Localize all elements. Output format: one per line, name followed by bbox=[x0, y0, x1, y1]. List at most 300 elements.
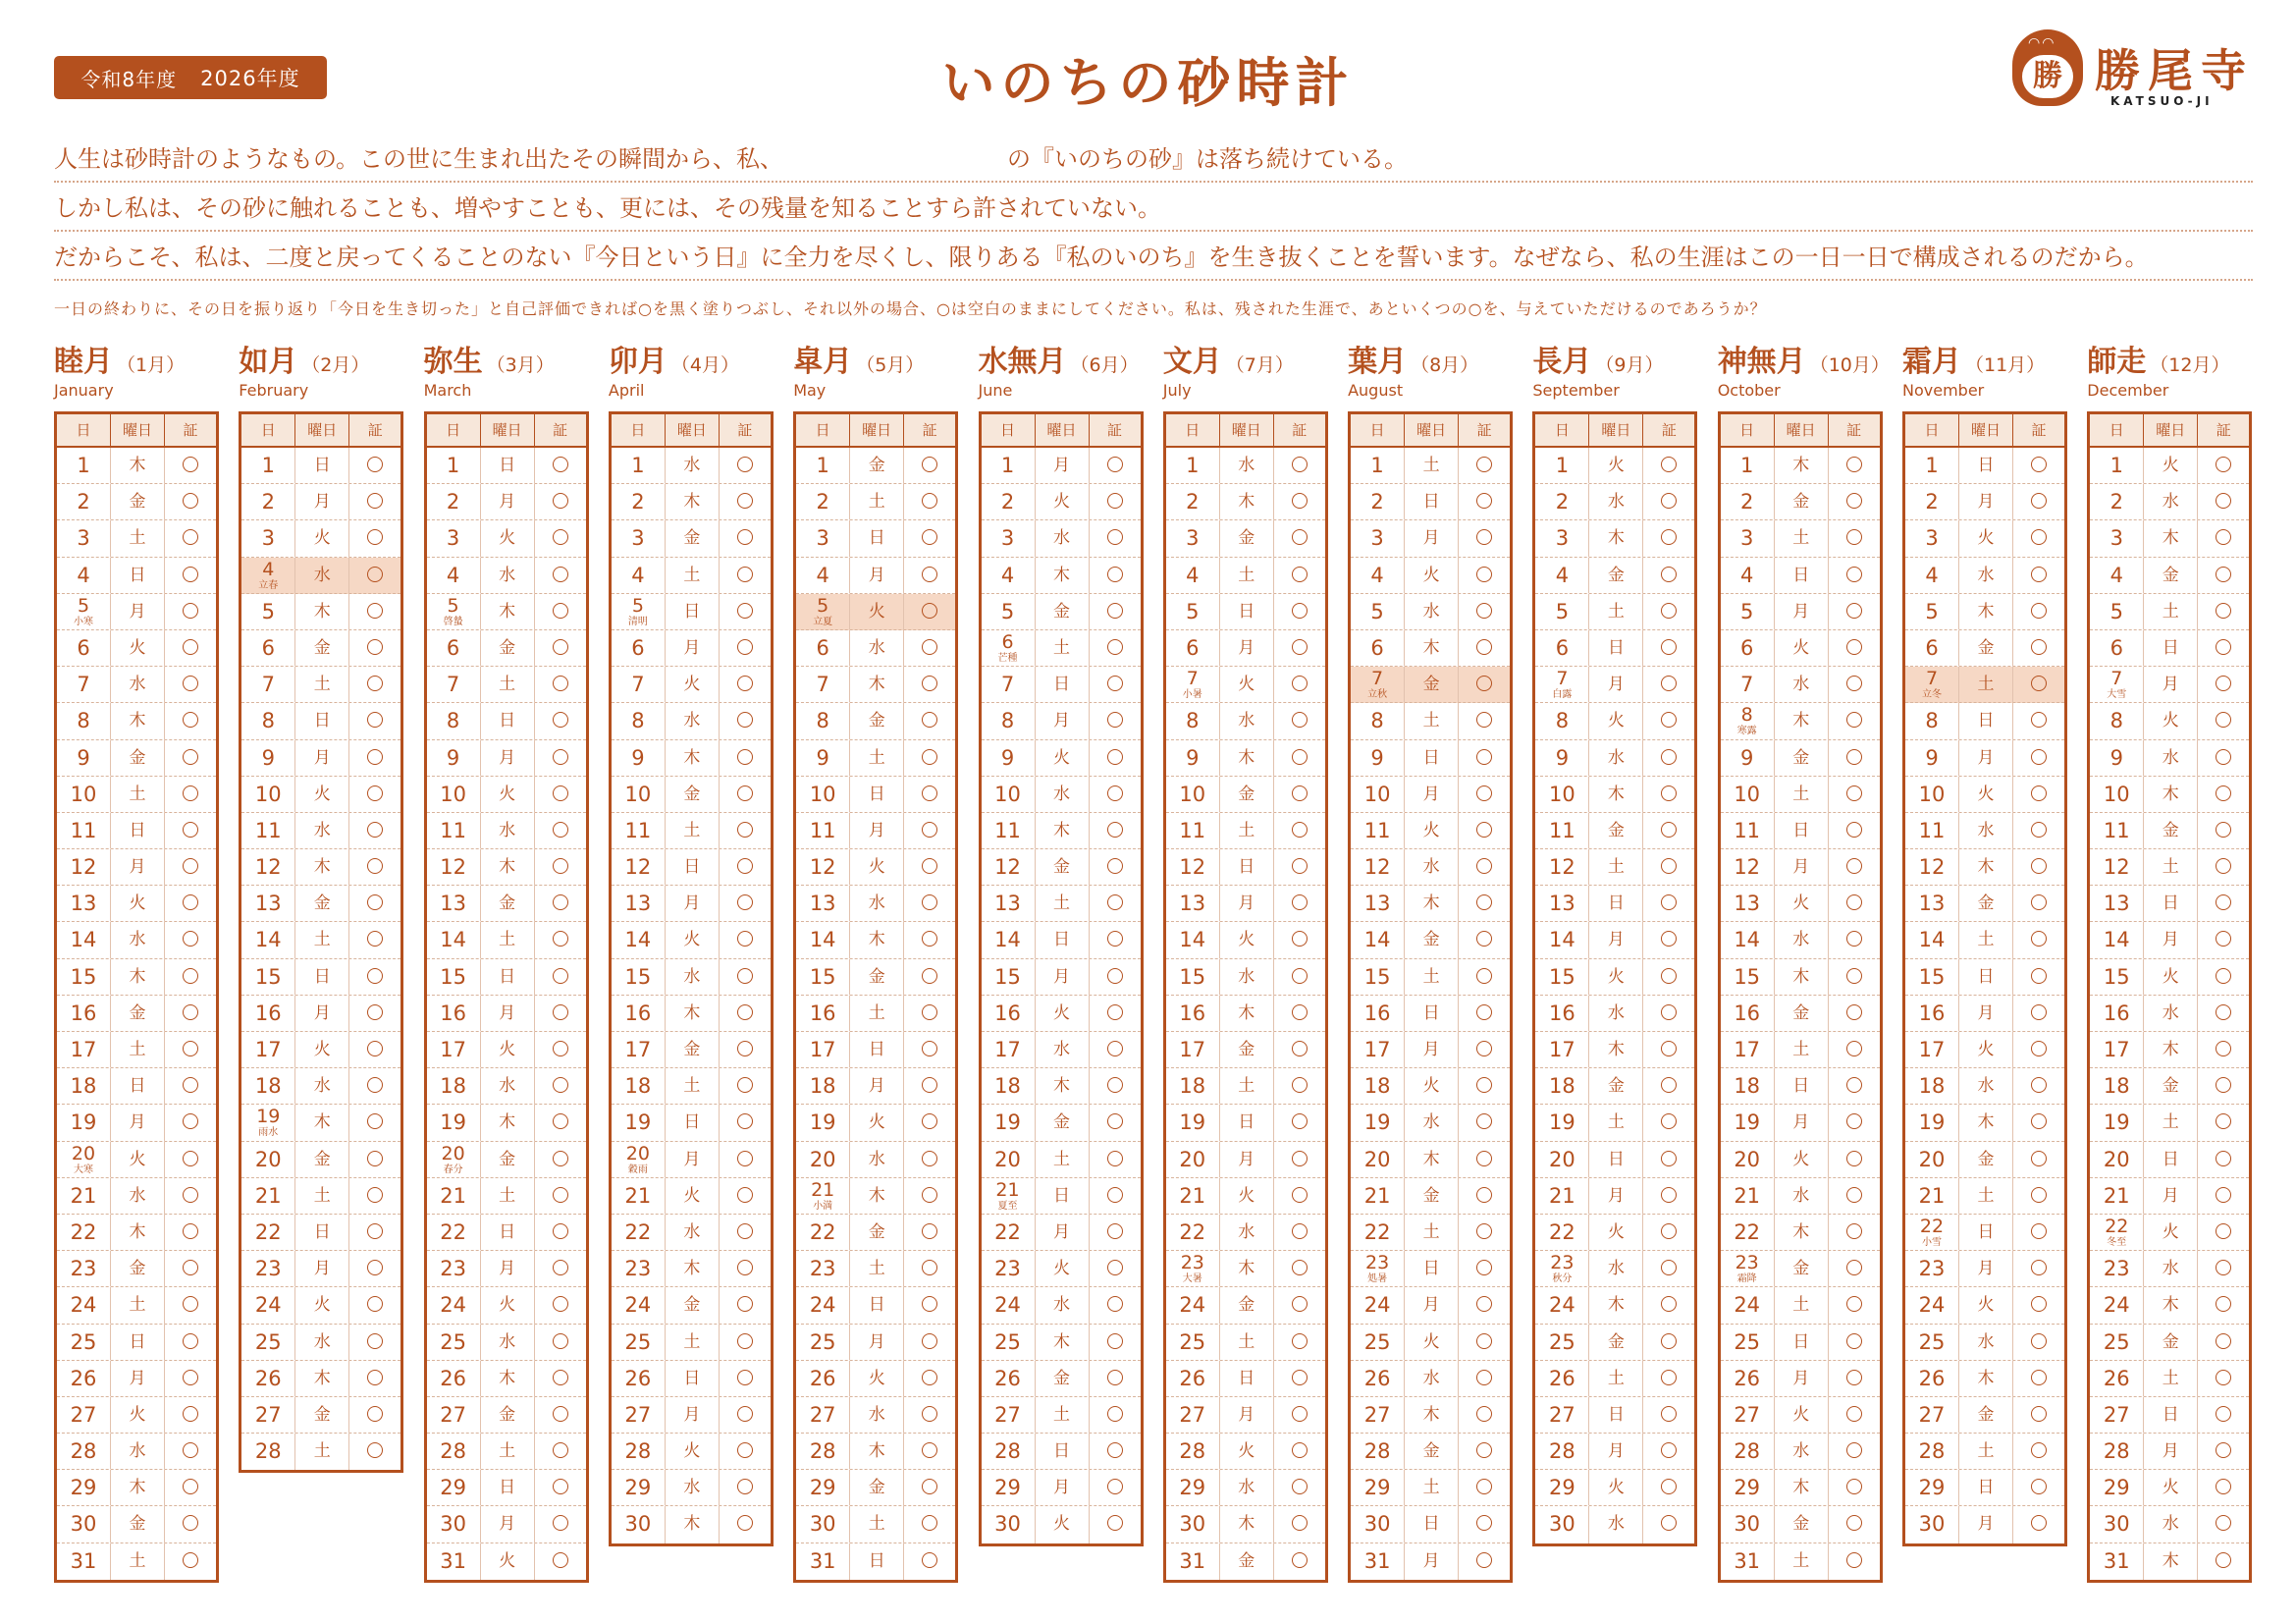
check-cell[interactable] bbox=[2013, 558, 2064, 593]
check-cell[interactable] bbox=[1829, 813, 1880, 848]
check-circle-icon[interactable] bbox=[922, 931, 937, 947]
check-circle-icon[interactable] bbox=[1846, 1296, 1862, 1312]
check-circle-icon[interactable] bbox=[737, 1077, 753, 1093]
check-cell[interactable] bbox=[1274, 1251, 1325, 1286]
check-circle-icon[interactable] bbox=[1846, 894, 1862, 910]
check-cell[interactable] bbox=[1090, 1506, 1141, 1543]
check-cell[interactable] bbox=[1090, 996, 1141, 1031]
check-circle-icon[interactable] bbox=[1846, 931, 1862, 947]
check-circle-icon[interactable] bbox=[1846, 1151, 1862, 1166]
check-cell[interactable] bbox=[165, 1287, 216, 1323]
check-cell[interactable] bbox=[1090, 1215, 1141, 1250]
check-cell[interactable] bbox=[2013, 813, 2064, 848]
check-cell[interactable] bbox=[904, 1397, 955, 1433]
check-cell[interactable] bbox=[904, 1142, 955, 1177]
check-circle-icon[interactable] bbox=[737, 676, 753, 691]
check-circle-icon[interactable] bbox=[1107, 1442, 1123, 1458]
check-cell[interactable] bbox=[535, 1215, 586, 1250]
check-circle-icon[interactable] bbox=[737, 1442, 753, 1458]
check-cell[interactable] bbox=[349, 1105, 400, 1140]
check-circle-icon[interactable] bbox=[1292, 1296, 1308, 1312]
check-cell[interactable] bbox=[720, 813, 771, 848]
check-cell[interactable] bbox=[2013, 1215, 2064, 1250]
check-circle-icon[interactable] bbox=[922, 1552, 937, 1568]
check-cell[interactable] bbox=[535, 1506, 586, 1542]
check-cell[interactable] bbox=[349, 1251, 400, 1286]
check-circle-icon[interactable] bbox=[2216, 1151, 2231, 1166]
check-circle-icon[interactable] bbox=[2216, 676, 2231, 691]
check-cell[interactable] bbox=[1829, 1506, 1880, 1542]
check-cell[interactable] bbox=[535, 922, 586, 957]
check-circle-icon[interactable] bbox=[1846, 1370, 1862, 1385]
check-circle-icon[interactable] bbox=[1846, 603, 1862, 619]
check-circle-icon[interactable] bbox=[1846, 785, 1862, 801]
check-circle-icon[interactable] bbox=[183, 529, 198, 545]
check-circle-icon[interactable] bbox=[737, 1296, 753, 1312]
check-circle-icon[interactable] bbox=[1292, 529, 1308, 545]
check-circle-icon[interactable] bbox=[1107, 785, 1123, 801]
check-circle-icon[interactable] bbox=[2216, 529, 2231, 545]
check-circle-icon[interactable] bbox=[737, 1370, 753, 1385]
check-cell[interactable] bbox=[904, 703, 955, 738]
check-circle-icon[interactable] bbox=[367, 1260, 383, 1275]
check-circle-icon[interactable] bbox=[922, 1260, 937, 1275]
check-cell[interactable] bbox=[720, 1287, 771, 1323]
check-cell[interactable] bbox=[720, 849, 771, 885]
check-cell[interactable] bbox=[904, 886, 955, 921]
check-circle-icon[interactable] bbox=[553, 1515, 568, 1531]
check-circle-icon[interactable] bbox=[737, 603, 753, 619]
check-cell[interactable] bbox=[1829, 849, 1880, 885]
check-cell[interactable] bbox=[1829, 1287, 1880, 1323]
check-cell[interactable] bbox=[2198, 1251, 2249, 1286]
check-circle-icon[interactable] bbox=[2031, 894, 2047, 910]
check-circle-icon[interactable] bbox=[1661, 1442, 1677, 1458]
check-cell[interactable] bbox=[1829, 1142, 1880, 1177]
check-circle-icon[interactable] bbox=[553, 1479, 568, 1494]
check-circle-icon[interactable] bbox=[553, 894, 568, 910]
check-circle-icon[interactable] bbox=[367, 1077, 383, 1093]
check-circle-icon[interactable] bbox=[1476, 894, 1492, 910]
check-cell[interactable] bbox=[1643, 1397, 1694, 1433]
check-circle-icon[interactable] bbox=[367, 894, 383, 910]
check-cell[interactable] bbox=[535, 777, 586, 812]
check-cell[interactable] bbox=[1459, 1543, 1510, 1580]
check-circle-icon[interactable] bbox=[1661, 1296, 1677, 1312]
check-circle-icon[interactable] bbox=[1292, 1442, 1308, 1458]
check-circle-icon[interactable] bbox=[737, 1041, 753, 1056]
check-circle-icon[interactable] bbox=[1107, 493, 1123, 509]
check-circle-icon[interactable] bbox=[1846, 457, 1862, 472]
check-circle-icon[interactable] bbox=[1292, 822, 1308, 838]
check-cell[interactable] bbox=[165, 448, 216, 483]
check-circle-icon[interactable] bbox=[1476, 822, 1492, 838]
check-cell[interactable] bbox=[165, 996, 216, 1031]
check-circle-icon[interactable] bbox=[1476, 529, 1492, 545]
check-circle-icon[interactable] bbox=[1476, 1296, 1492, 1312]
check-circle-icon[interactable] bbox=[367, 457, 383, 472]
check-cell[interactable] bbox=[904, 1470, 955, 1505]
check-cell[interactable] bbox=[535, 1397, 586, 1433]
check-cell[interactable] bbox=[2198, 667, 2249, 702]
check-cell[interactable] bbox=[1829, 1032, 1880, 1067]
check-cell[interactable] bbox=[349, 1287, 400, 1323]
check-circle-icon[interactable] bbox=[1292, 1077, 1308, 1093]
check-circle-icon[interactable] bbox=[553, 858, 568, 874]
check-cell[interactable] bbox=[1274, 1215, 1325, 1250]
check-cell[interactable] bbox=[349, 558, 400, 593]
check-circle-icon[interactable] bbox=[183, 1515, 198, 1531]
check-cell[interactable] bbox=[1643, 1142, 1694, 1177]
check-cell[interactable] bbox=[349, 996, 400, 1031]
check-circle-icon[interactable] bbox=[1292, 894, 1308, 910]
check-cell[interactable] bbox=[1829, 703, 1880, 738]
check-cell[interactable] bbox=[1643, 1215, 1694, 1250]
check-circle-icon[interactable] bbox=[1846, 858, 1862, 874]
check-circle-icon[interactable] bbox=[1661, 1187, 1677, 1203]
check-circle-icon[interactable] bbox=[1476, 712, 1492, 728]
check-circle-icon[interactable] bbox=[553, 822, 568, 838]
check-cell[interactable] bbox=[165, 1105, 216, 1140]
check-cell[interactable] bbox=[720, 594, 771, 629]
check-circle-icon[interactable] bbox=[2031, 1479, 2047, 1494]
check-cell[interactable] bbox=[349, 630, 400, 666]
check-cell[interactable] bbox=[535, 667, 586, 702]
check-circle-icon[interactable] bbox=[367, 1333, 383, 1349]
check-circle-icon[interactable] bbox=[1661, 1406, 1677, 1422]
check-circle-icon[interactable] bbox=[553, 1187, 568, 1203]
check-cell[interactable] bbox=[165, 484, 216, 519]
check-cell[interactable] bbox=[1643, 484, 1694, 519]
check-circle-icon[interactable] bbox=[2216, 712, 2231, 728]
check-cell[interactable] bbox=[165, 1506, 216, 1542]
check-circle-icon[interactable] bbox=[922, 493, 937, 509]
check-circle-icon[interactable] bbox=[183, 1187, 198, 1203]
check-cell[interactable] bbox=[535, 558, 586, 593]
check-cell[interactable] bbox=[2013, 630, 2064, 666]
check-circle-icon[interactable] bbox=[2031, 1077, 2047, 1093]
check-circle-icon[interactable] bbox=[1292, 1370, 1308, 1385]
check-circle-icon[interactable] bbox=[1661, 1004, 1677, 1020]
check-circle-icon[interactable] bbox=[183, 676, 198, 691]
check-circle-icon[interactable] bbox=[2216, 822, 2231, 838]
check-cell[interactable] bbox=[904, 740, 955, 776]
check-cell[interactable] bbox=[165, 1397, 216, 1433]
check-cell[interactable] bbox=[1090, 849, 1141, 885]
check-cell[interactable] bbox=[1643, 1506, 1694, 1543]
check-circle-icon[interactable] bbox=[183, 1004, 198, 1020]
check-circle-icon[interactable] bbox=[1661, 1333, 1677, 1349]
check-circle-icon[interactable] bbox=[737, 858, 753, 874]
check-cell[interactable] bbox=[2198, 594, 2249, 629]
check-cell[interactable] bbox=[535, 1105, 586, 1140]
check-circle-icon[interactable] bbox=[922, 1004, 937, 1020]
check-cell[interactable] bbox=[1829, 484, 1880, 519]
check-circle-icon[interactable] bbox=[553, 1223, 568, 1239]
check-cell[interactable] bbox=[535, 630, 586, 666]
check-circle-icon[interactable] bbox=[1661, 968, 1677, 984]
check-circle-icon[interactable] bbox=[2216, 785, 2231, 801]
check-circle-icon[interactable] bbox=[1661, 639, 1677, 655]
check-cell[interactable] bbox=[2198, 996, 2249, 1031]
check-cell[interactable] bbox=[1643, 1361, 1694, 1396]
check-circle-icon[interactable] bbox=[2216, 567, 2231, 582]
check-circle-icon[interactable] bbox=[1107, 931, 1123, 947]
check-cell[interactable] bbox=[904, 630, 955, 666]
check-circle-icon[interactable] bbox=[367, 1187, 383, 1203]
check-circle-icon[interactable] bbox=[922, 1406, 937, 1422]
check-circle-icon[interactable] bbox=[2031, 931, 2047, 947]
check-circle-icon[interactable] bbox=[1661, 1151, 1677, 1166]
check-circle-icon[interactable] bbox=[737, 493, 753, 509]
check-circle-icon[interactable] bbox=[737, 1113, 753, 1129]
check-cell[interactable] bbox=[1274, 996, 1325, 1031]
check-cell[interactable] bbox=[1459, 996, 1510, 1031]
check-circle-icon[interactable] bbox=[367, 493, 383, 509]
check-cell[interactable] bbox=[1090, 667, 1141, 702]
check-cell[interactable] bbox=[1274, 1434, 1325, 1469]
check-circle-icon[interactable] bbox=[183, 1479, 198, 1494]
check-cell[interactable] bbox=[2013, 520, 2064, 556]
check-circle-icon[interactable] bbox=[1846, 1552, 1862, 1568]
check-cell[interactable] bbox=[1274, 1543, 1325, 1580]
check-cell[interactable] bbox=[2198, 1287, 2249, 1323]
check-circle-icon[interactable] bbox=[2031, 858, 2047, 874]
check-cell[interactable] bbox=[904, 922, 955, 957]
check-cell[interactable] bbox=[1090, 520, 1141, 556]
check-circle-icon[interactable] bbox=[367, 968, 383, 984]
check-circle-icon[interactable] bbox=[2216, 1442, 2231, 1458]
check-circle-icon[interactable] bbox=[1292, 1041, 1308, 1056]
check-cell[interactable] bbox=[1274, 1032, 1325, 1067]
check-circle-icon[interactable] bbox=[1292, 676, 1308, 691]
check-cell[interactable] bbox=[1274, 849, 1325, 885]
check-circle-icon[interactable] bbox=[183, 858, 198, 874]
check-circle-icon[interactable] bbox=[1846, 1515, 1862, 1531]
check-circle-icon[interactable] bbox=[367, 603, 383, 619]
check-cell[interactable] bbox=[2198, 1032, 2249, 1067]
check-circle-icon[interactable] bbox=[1107, 822, 1123, 838]
check-cell[interactable] bbox=[165, 886, 216, 921]
check-circle-icon[interactable] bbox=[737, 457, 753, 472]
check-cell[interactable] bbox=[2198, 558, 2249, 593]
check-circle-icon[interactable] bbox=[922, 1077, 937, 1093]
check-circle-icon[interactable] bbox=[183, 1113, 198, 1129]
check-circle-icon[interactable] bbox=[183, 931, 198, 947]
check-circle-icon[interactable] bbox=[1661, 822, 1677, 838]
check-circle-icon[interactable] bbox=[183, 822, 198, 838]
check-cell[interactable] bbox=[1829, 1215, 1880, 1250]
check-circle-icon[interactable] bbox=[1292, 1151, 1308, 1166]
check-circle-icon[interactable] bbox=[183, 457, 198, 472]
check-circle-icon[interactable] bbox=[2216, 894, 2231, 910]
check-cell[interactable] bbox=[720, 1470, 771, 1505]
check-cell[interactable] bbox=[349, 1215, 400, 1250]
check-circle-icon[interactable] bbox=[2031, 1442, 2047, 1458]
check-circle-icon[interactable] bbox=[367, 785, 383, 801]
check-cell[interactable] bbox=[904, 1287, 955, 1323]
check-cell[interactable] bbox=[904, 1325, 955, 1360]
check-circle-icon[interactable] bbox=[2031, 1370, 2047, 1385]
check-circle-icon[interactable] bbox=[1476, 1552, 1492, 1568]
check-circle-icon[interactable] bbox=[553, 567, 568, 582]
check-circle-icon[interactable] bbox=[1107, 1187, 1123, 1203]
check-cell[interactable] bbox=[1090, 922, 1141, 957]
check-circle-icon[interactable] bbox=[367, 1370, 383, 1385]
check-cell[interactable] bbox=[720, 922, 771, 957]
check-circle-icon[interactable] bbox=[1476, 749, 1492, 765]
check-circle-icon[interactable] bbox=[367, 1113, 383, 1129]
check-cell[interactable] bbox=[165, 813, 216, 848]
check-circle-icon[interactable] bbox=[922, 639, 937, 655]
check-cell[interactable] bbox=[1090, 558, 1141, 593]
check-circle-icon[interactable] bbox=[1107, 457, 1123, 472]
check-cell[interactable] bbox=[904, 813, 955, 848]
check-cell[interactable] bbox=[535, 1325, 586, 1360]
check-cell[interactable] bbox=[349, 849, 400, 885]
check-circle-icon[interactable] bbox=[1846, 1187, 1862, 1203]
check-circle-icon[interactable] bbox=[1292, 712, 1308, 728]
check-circle-icon[interactable] bbox=[1476, 1113, 1492, 1129]
check-cell[interactable] bbox=[720, 1178, 771, 1214]
check-cell[interactable] bbox=[1829, 777, 1880, 812]
check-cell[interactable] bbox=[720, 1251, 771, 1286]
check-circle-icon[interactable] bbox=[553, 457, 568, 472]
check-cell[interactable] bbox=[2013, 959, 2064, 995]
check-cell[interactable] bbox=[1459, 1178, 1510, 1214]
check-circle-icon[interactable] bbox=[922, 822, 937, 838]
check-circle-icon[interactable] bbox=[922, 1187, 937, 1203]
check-circle-icon[interactable] bbox=[1476, 1187, 1492, 1203]
check-cell[interactable] bbox=[1090, 630, 1141, 666]
check-cell[interactable] bbox=[1274, 594, 1325, 629]
check-cell[interactable] bbox=[2013, 484, 2064, 519]
check-cell[interactable] bbox=[535, 1178, 586, 1214]
check-circle-icon[interactable] bbox=[922, 1515, 937, 1531]
check-cell[interactable] bbox=[1090, 1434, 1141, 1469]
check-cell[interactable] bbox=[1829, 1397, 1880, 1433]
check-cell[interactable] bbox=[904, 959, 955, 995]
check-circle-icon[interactable] bbox=[2216, 1260, 2231, 1275]
check-circle-icon[interactable] bbox=[183, 493, 198, 509]
check-circle-icon[interactable] bbox=[1476, 676, 1492, 691]
check-circle-icon[interactable] bbox=[922, 1442, 937, 1458]
check-cell[interactable] bbox=[2013, 849, 2064, 885]
check-circle-icon[interactable] bbox=[1107, 639, 1123, 655]
check-cell[interactable] bbox=[1459, 1470, 1510, 1505]
check-circle-icon[interactable] bbox=[183, 1151, 198, 1166]
check-cell[interactable] bbox=[2198, 1434, 2249, 1469]
check-cell[interactable] bbox=[535, 996, 586, 1031]
check-circle-icon[interactable] bbox=[2031, 1406, 2047, 1422]
check-cell[interactable] bbox=[2013, 886, 2064, 921]
check-circle-icon[interactable] bbox=[1846, 639, 1862, 655]
check-cell[interactable] bbox=[2013, 667, 2064, 702]
check-cell[interactable] bbox=[2198, 484, 2249, 519]
check-circle-icon[interactable] bbox=[1476, 1041, 1492, 1056]
check-cell[interactable] bbox=[1643, 1434, 1694, 1469]
check-cell[interactable] bbox=[2013, 1361, 2064, 1396]
check-cell[interactable] bbox=[2013, 777, 2064, 812]
check-cell[interactable] bbox=[1274, 959, 1325, 995]
check-cell[interactable] bbox=[1274, 922, 1325, 957]
check-cell[interactable] bbox=[349, 1032, 400, 1067]
check-circle-icon[interactable] bbox=[553, 1077, 568, 1093]
check-cell[interactable] bbox=[904, 849, 955, 885]
check-circle-icon[interactable] bbox=[1107, 712, 1123, 728]
check-circle-icon[interactable] bbox=[2031, 1260, 2047, 1275]
check-circle-icon[interactable] bbox=[2031, 968, 2047, 984]
check-circle-icon[interactable] bbox=[1476, 1406, 1492, 1422]
check-circle-icon[interactable] bbox=[553, 493, 568, 509]
check-cell[interactable] bbox=[904, 996, 955, 1031]
check-cell[interactable] bbox=[2013, 996, 2064, 1031]
check-cell[interactable] bbox=[1459, 777, 1510, 812]
check-circle-icon[interactable] bbox=[367, 1406, 383, 1422]
check-cell[interactable] bbox=[1274, 1068, 1325, 1104]
check-circle-icon[interactable] bbox=[1292, 1113, 1308, 1129]
check-cell[interactable] bbox=[1643, 558, 1694, 593]
check-circle-icon[interactable] bbox=[1846, 1406, 1862, 1422]
check-cell[interactable] bbox=[720, 740, 771, 776]
check-cell[interactable] bbox=[1829, 922, 1880, 957]
check-cell[interactable] bbox=[904, 1251, 955, 1286]
check-cell[interactable] bbox=[1459, 1397, 1510, 1433]
check-cell[interactable] bbox=[535, 594, 586, 629]
check-circle-icon[interactable] bbox=[2031, 1151, 2047, 1166]
check-circle-icon[interactable] bbox=[2031, 639, 2047, 655]
check-circle-icon[interactable] bbox=[737, 1260, 753, 1275]
check-cell[interactable] bbox=[904, 1506, 955, 1542]
check-cell[interactable] bbox=[1829, 1543, 1880, 1580]
check-cell[interactable] bbox=[1643, 740, 1694, 776]
check-cell[interactable] bbox=[1274, 1470, 1325, 1505]
check-circle-icon[interactable] bbox=[1476, 603, 1492, 619]
check-cell[interactable] bbox=[1829, 448, 1880, 483]
check-cell[interactable] bbox=[2198, 1068, 2249, 1104]
check-cell[interactable] bbox=[1643, 813, 1694, 848]
check-cell[interactable] bbox=[720, 996, 771, 1031]
check-cell[interactable] bbox=[1090, 594, 1141, 629]
check-circle-icon[interactable] bbox=[183, 567, 198, 582]
check-cell[interactable] bbox=[1643, 849, 1694, 885]
check-circle-icon[interactable] bbox=[2031, 567, 2047, 582]
check-circle-icon[interactable] bbox=[1846, 1004, 1862, 1020]
check-cell[interactable] bbox=[720, 1506, 771, 1543]
check-cell[interactable] bbox=[720, 558, 771, 593]
check-cell[interactable] bbox=[2198, 922, 2249, 957]
check-circle-icon[interactable] bbox=[2031, 1041, 2047, 1056]
check-circle-icon[interactable] bbox=[1292, 1333, 1308, 1349]
check-cell[interactable] bbox=[2013, 594, 2064, 629]
check-cell[interactable] bbox=[535, 886, 586, 921]
check-circle-icon[interactable] bbox=[553, 749, 568, 765]
check-circle-icon[interactable] bbox=[553, 1004, 568, 1020]
check-cell[interactable] bbox=[2198, 1178, 2249, 1214]
check-cell[interactable] bbox=[1459, 1434, 1510, 1469]
check-cell[interactable] bbox=[1090, 484, 1141, 519]
check-circle-icon[interactable] bbox=[553, 1151, 568, 1166]
check-cell[interactable] bbox=[1643, 1470, 1694, 1505]
check-circle-icon[interactable] bbox=[1476, 1333, 1492, 1349]
check-circle-icon[interactable] bbox=[2216, 457, 2231, 472]
check-cell[interactable] bbox=[1090, 1068, 1141, 1104]
check-circle-icon[interactable] bbox=[1476, 493, 1492, 509]
check-cell[interactable] bbox=[1274, 813, 1325, 848]
check-cell[interactable] bbox=[349, 1434, 400, 1470]
check-circle-icon[interactable] bbox=[2216, 749, 2231, 765]
check-circle-icon[interactable] bbox=[1846, 1479, 1862, 1494]
